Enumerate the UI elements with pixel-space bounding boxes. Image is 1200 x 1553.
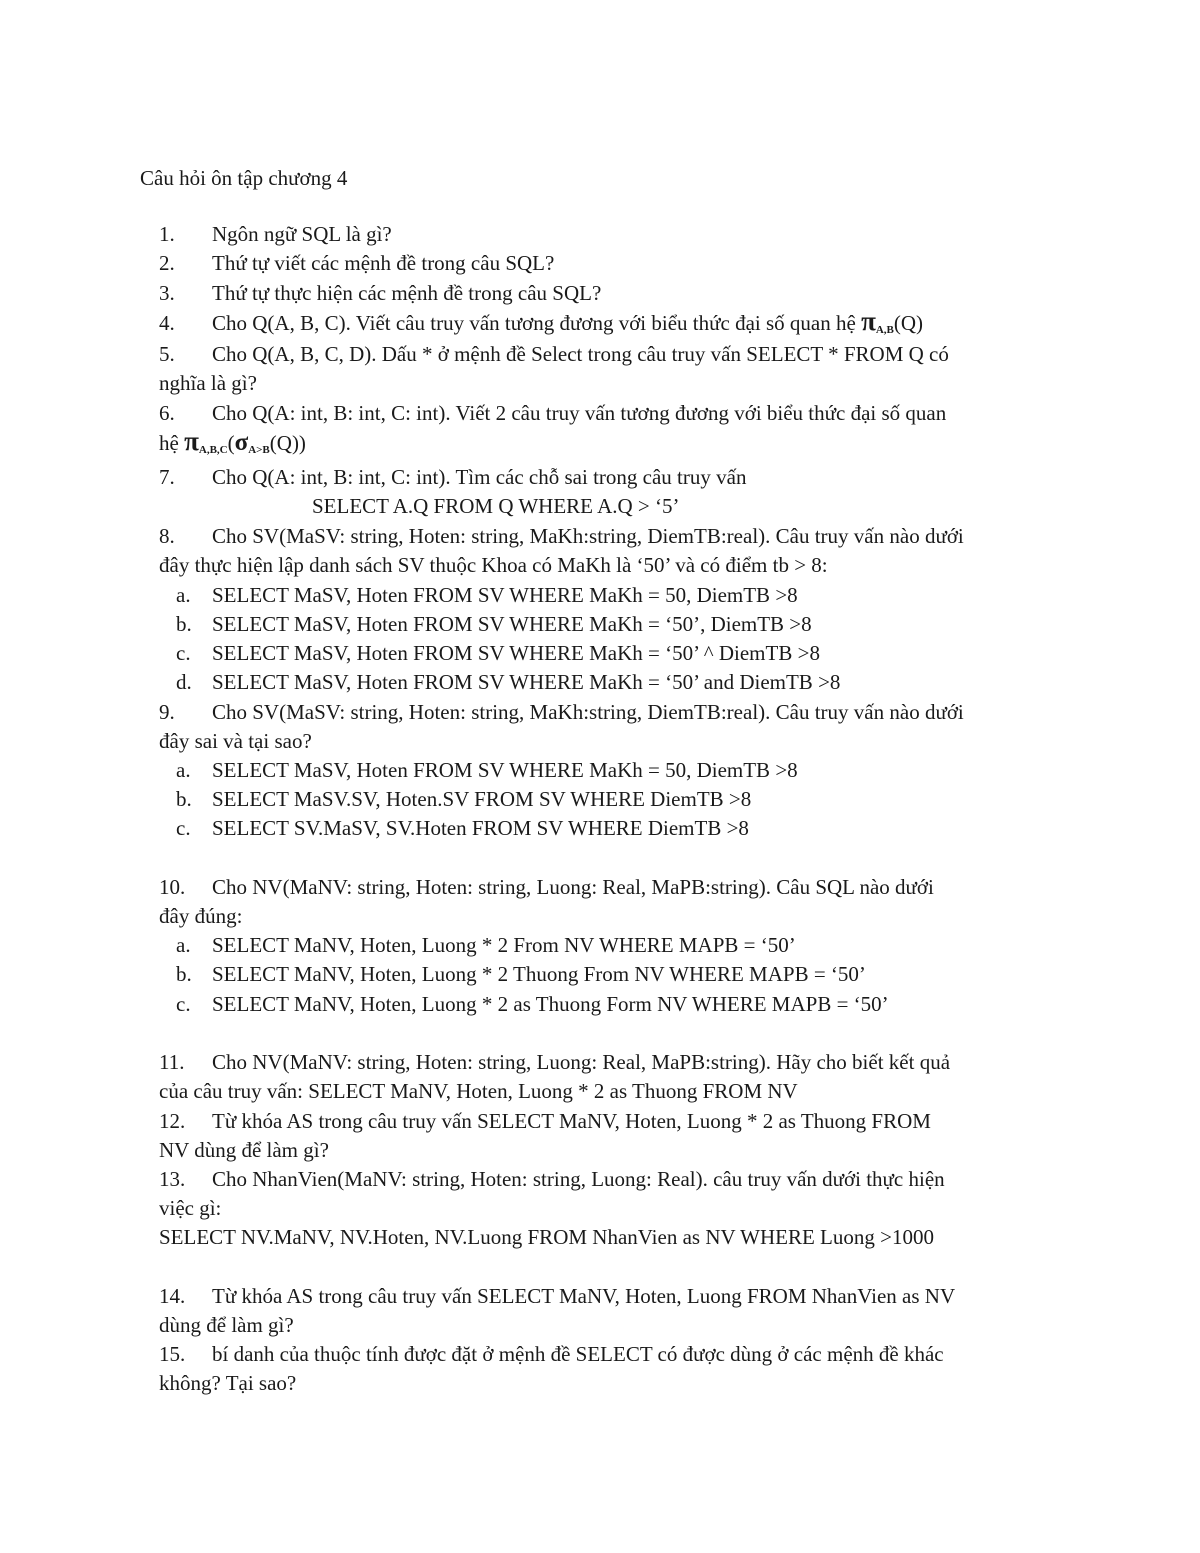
- question-text: Cho Q(A: int, B: int, C: int). Viết 2 câu truy vấn tương đương với biểu thức đại số quan: [212, 401, 947, 425]
- option-text: SELECT MaNV, Hoten, Luong * 2 as Thuong Form NV WHERE MAPB = ‘50’: [212, 992, 889, 1016]
- question-text: Từ khóa AS trong câu truy vấn SELECT MaNV, Hoten, Luong FROM NhanVien as NV: [212, 1284, 956, 1308]
- question-number: 8.: [159, 524, 175, 548]
- option-label: d.: [176, 670, 192, 694]
- relation-arg: (Q)): [269, 431, 306, 455]
- question-number: 15.: [159, 1342, 186, 1366]
- option-label: b.: [176, 787, 192, 811]
- projection-symbol: π: [184, 426, 199, 456]
- option-text: SELECT MaSV.SV, Hoten.SV FROM SV WHERE DiemTB >8: [212, 787, 752, 811]
- question-text-continued: đây sai và tại sao?: [159, 729, 312, 753]
- question-text: Từ khóa AS trong câu truy vấn SELECT MaNV, Hoten, Luong * 2 as Thuong FROM: [212, 1109, 931, 1133]
- question-text: [212, 308, 923, 336]
- question-number: 7.: [159, 465, 175, 489]
- question-number: 13.: [159, 1167, 186, 1191]
- option-label: b.: [176, 962, 192, 986]
- sql-query: SELECT NV.MaNV, NV.Hoten, NV.Luong FROM NhanVien as NV WHERE Luong >1000: [159, 1225, 934, 1249]
- option-label: c.: [176, 816, 191, 840]
- question-text-continued: [159, 428, 306, 456]
- paren: (: [227, 431, 235, 455]
- question-text-continued: đây đúng:: [159, 904, 243, 928]
- projection-symbol: π: [861, 306, 876, 336]
- sql-query: SELECT A.Q FROM Q WHERE A.Q > ‘5’: [312, 494, 680, 518]
- question-text-continued: không? Tại sao?: [159, 1371, 297, 1395]
- question-number: 3.: [159, 281, 175, 305]
- question-number: 2.: [159, 251, 175, 275]
- question-text: Thứ tự thực hiện các mệnh đề trong câu SQL?: [212, 281, 602, 305]
- question-number: 14.: [159, 1284, 186, 1308]
- question-text: bí danh của thuộc tính được đặt ở mệnh đề SELECT có được dùng ở các mệnh đề khác: [212, 1342, 944, 1366]
- question-text-continued: dùng để làm gì?: [159, 1313, 294, 1337]
- projection-subscript: A,B,C: [198, 444, 228, 456]
- question-number: 12.: [159, 1109, 186, 1133]
- question-text: Thứ tự viết các mệnh đề trong câu SQL?: [212, 251, 555, 275]
- selection-subscript: A>B: [248, 444, 270, 456]
- question-number: 6.: [159, 401, 175, 425]
- option-label: c.: [176, 641, 191, 665]
- question-text: Cho SV(MaSV: string, Hoten: string, MaKh:string, DiemTB:real). Câu truy vấn nào dưới: [212, 524, 964, 548]
- question-number: 4.: [159, 311, 175, 335]
- question-text: Cho Q(A, B, C, D). Dấu * ở mệnh đề Select trong câu truy vấn SELECT * FROM Q có: [212, 342, 949, 366]
- question-text: Ngôn ngữ SQL là gì?: [212, 222, 392, 246]
- option-text: SELECT SV.MaSV, SV.Hoten FROM SV WHERE DiemTB >8: [212, 816, 749, 840]
- relation-arg: (Q): [893, 311, 924, 335]
- option-label: c.: [176, 992, 191, 1016]
- option-label: a.: [176, 583, 191, 607]
- selection-symbol: σ: [234, 429, 249, 456]
- question-text: Cho NV(MaNV: string, Hoten: string, Luong: Real, MaPB:string). Hãy cho biết kết quả: [212, 1050, 951, 1074]
- option-text: SELECT MaNV, Hoten, Luong * 2 From NV WHERE MAPB = ‘50’: [212, 933, 796, 957]
- option-text: SELECT MaSV, Hoten FROM SV WHERE MaKh = ‘50’ and DiemTB >8: [212, 670, 841, 694]
- question-number: 11.: [159, 1050, 185, 1074]
- question-text-continued: của câu truy vấn: SELECT MaNV, Hoten, Luong * 2 as Thuong FROM NV: [159, 1079, 798, 1103]
- question-text-part: Cho Q(A, B, C). Viết câu truy vấn tương đương với biểu thức đại số quan hệ: [212, 311, 862, 335]
- question-text-continued: nghĩa là gì?: [159, 371, 257, 395]
- page-title: Câu hỏi ôn tập chương 4: [140, 166, 348, 190]
- question-text-part: hệ: [159, 431, 185, 455]
- projection-subscript: A,B: [875, 324, 894, 336]
- option-text: SELECT MaSV, Hoten FROM SV WHERE MaKh = ‘50’, DiemTB >8: [212, 612, 812, 636]
- option-label: a.: [176, 933, 191, 957]
- question-number: 5.: [159, 342, 175, 366]
- option-label: a.: [176, 758, 191, 782]
- option-text: SELECT MaSV, Hoten FROM SV WHERE MaKh = 50, DiemTB >8: [212, 583, 798, 607]
- question-text-continued: đây thực hiện lập danh sách SV thuộc Khoa có MaKh là ‘50’ và có điểm tb > 8:: [159, 553, 828, 577]
- question-text-continued: việc gì:: [159, 1196, 222, 1220]
- option-text: SELECT MaNV, Hoten, Luong * 2 Thuong From NV WHERE MAPB = ‘50’: [212, 962, 866, 986]
- option-text: SELECT MaSV, Hoten FROM SV WHERE MaKh = 50, DiemTB >8: [212, 758, 798, 782]
- question-text: Cho NV(MaNV: string, Hoten: string, Luong: Real, MaPB:string). Câu SQL nào dưới: [212, 875, 934, 899]
- question-text: Cho SV(MaSV: string, Hoten: string, MaKh:string, DiemTB:real). Câu truy vấn nào dưới: [212, 700, 964, 724]
- question-text: Cho NhanVien(MaNV: string, Hoten: string, Luong: Real). câu truy vấn dưới thực hiện: [212, 1167, 945, 1191]
- question-text: Cho Q(A: int, B: int, C: int). Tìm các chỗ sai trong câu truy vấn: [212, 465, 747, 489]
- question-number: 1.: [159, 222, 175, 246]
- option-label: b.: [176, 612, 192, 636]
- option-text: SELECT MaSV, Hoten FROM SV WHERE MaKh = ‘50’ ^ DiemTB >8: [212, 641, 820, 665]
- question-number: 9.: [159, 700, 175, 724]
- question-text-continued: NV dùng để làm gì?: [159, 1138, 329, 1162]
- question-number: 10.: [159, 875, 186, 899]
